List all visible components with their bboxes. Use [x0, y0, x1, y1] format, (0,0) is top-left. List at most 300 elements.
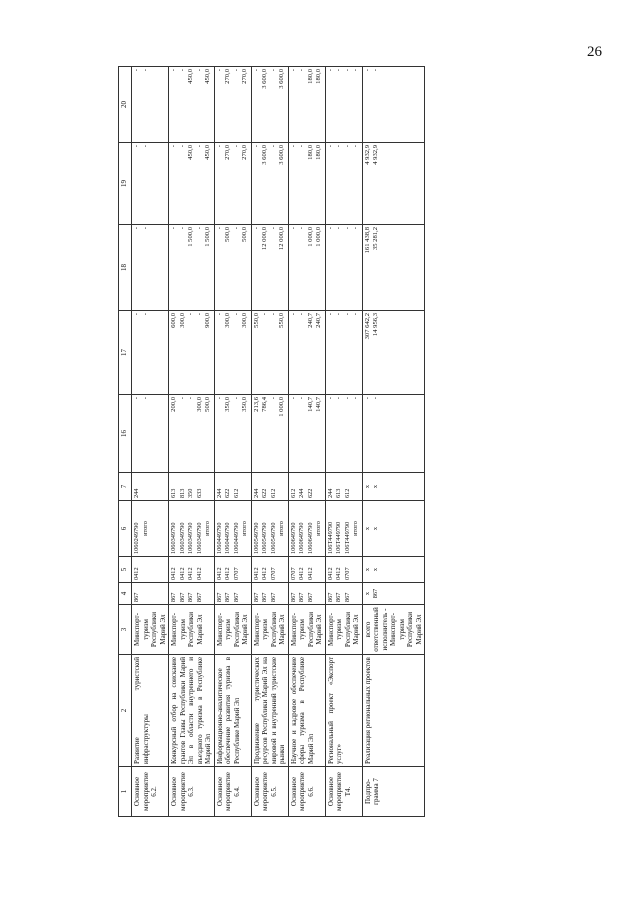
row-status: Основное мероприятие 6.5. — [251, 767, 288, 817]
cell-line: - — [141, 227, 149, 230]
cell-c4 — [169, 583, 215, 605]
cell-line: 1 500,0 — [204, 227, 211, 247]
cell-line: 450,0 — [204, 145, 211, 160]
cell-line: 3 600,0 — [261, 145, 268, 165]
cell-line: 350 — [187, 488, 194, 498]
cell-line: итого — [278, 521, 285, 536]
cell-line: - — [178, 69, 186, 72]
cell-line: 867 — [232, 592, 240, 602]
cell-c19 — [214, 143, 251, 225]
cell-line: итого — [241, 521, 248, 536]
cell-c16 — [132, 395, 169, 473]
cell-line: 1060549790 — [261, 522, 268, 554]
cell-line: - — [269, 313, 277, 316]
cell-c7 — [214, 473, 251, 501]
subprogram-cell-c7 — [362, 473, 425, 501]
cell-line: 867 — [261, 592, 268, 602]
cell-line: 500,0 — [241, 227, 248, 242]
cell-line: 1060549790 — [252, 522, 260, 554]
cell-c19 — [288, 143, 325, 225]
cell-line: 0412 — [335, 567, 342, 580]
cell-line: - — [326, 397, 334, 400]
cell-line — [142, 585, 150, 602]
cell-line: 1060349790 — [178, 522, 186, 554]
cell-line: 1 500,0 — [187, 227, 194, 247]
cell-line: - — [326, 227, 334, 230]
cell-line: 0412 — [187, 567, 194, 580]
row-name: Продвижение туристических ресурсов Республики Марий Эл на мировой и внутренний туристские рынки — [251, 655, 288, 767]
cell-line: 622 — [224, 488, 231, 498]
cell-line: 867 — [289, 592, 297, 602]
subprogram-name: Реализация региональных проектов — [362, 655, 425, 767]
cell-c20 — [288, 67, 325, 143]
subprogram-cell-c19 — [362, 143, 425, 225]
cell-line: - — [252, 145, 260, 148]
cell-line: - — [335, 227, 342, 230]
cell-line: - — [170, 227, 177, 230]
cell-c19 — [169, 143, 215, 225]
cell-line: - — [215, 227, 223, 230]
column-header: 4 — [119, 583, 132, 605]
cell-line: - — [343, 397, 351, 400]
cell-line: 867 — [298, 592, 305, 602]
cell-line: - — [187, 397, 194, 400]
cell-line: 613 — [170, 488, 177, 498]
cell-c5 — [288, 557, 325, 583]
cell-line: всего — [363, 621, 372, 638]
cell-line: 350,0 — [241, 397, 248, 412]
cell-line: 0412 — [261, 567, 268, 580]
cell-line: х — [363, 567, 371, 572]
cell-line: 1060449790 — [215, 522, 223, 554]
cell-line — [278, 475, 286, 498]
row-executor: Минспорт-туризм Республики Марий Эл — [132, 605, 169, 655]
cell-line: 4 932,9 — [363, 145, 371, 165]
row-name: Региональный проект «Экспорт услуг» — [325, 655, 362, 767]
cell-line: 244 — [326, 488, 334, 498]
cell-c4 — [251, 583, 288, 605]
row-executor: Минспорт-туризм Республики Марий Эл — [325, 605, 362, 655]
cell-line: 612 — [269, 488, 277, 498]
cell-line: - — [343, 69, 351, 72]
cell-line: 1060649790 — [298, 522, 305, 554]
cell-c7 — [132, 473, 169, 501]
cell-line: - — [195, 69, 203, 72]
cell-c18 — [132, 225, 169, 311]
cell-line: - — [289, 145, 297, 148]
subprogram-cell-c5 — [362, 557, 425, 583]
column-header: 7 — [119, 473, 132, 501]
cell-line: 12 000,0 — [261, 227, 268, 251]
row-status: Основное мероприятие 6.6. — [288, 767, 325, 817]
cell-line: - — [170, 69, 177, 72]
cell-line: - — [326, 145, 334, 148]
cell-line: 1 000,0 — [306, 227, 314, 247]
row-status: Основное мероприятие 6.2. — [132, 767, 169, 817]
table-row — [169, 67, 215, 817]
cell-line: 867 — [224, 592, 231, 602]
cell-line: 1060449790 — [224, 522, 231, 554]
cell-line: 180,0 — [306, 69, 314, 84]
cell-line: 300,0 — [195, 397, 203, 412]
row-status: Основное мероприятие 6.4. — [214, 767, 251, 817]
subprogram-cell-c17 — [362, 311, 425, 395]
cell-line: 867 — [326, 592, 334, 602]
cell-line: 1060349790 — [187, 522, 194, 554]
cell-line: 622 — [261, 488, 268, 498]
cell-line: 900,0 — [204, 313, 211, 328]
cell-line — [352, 559, 360, 580]
cell-line: 867 — [170, 592, 177, 602]
cell-line: - — [289, 397, 297, 400]
cell-line: 867 — [252, 592, 260, 602]
cell-line: 500,0 — [204, 397, 211, 412]
cell-line: 0412 — [306, 567, 314, 580]
cell-c16 — [169, 395, 215, 473]
cell-line: 0412 — [178, 567, 186, 580]
cell-line: 633 — [195, 488, 203, 498]
cell-line — [241, 585, 249, 602]
cell-line: 867 — [335, 592, 342, 602]
responsible-executor: ответственный исполнитель - Минспорт-туризм Республики Марий Эл — [372, 607, 423, 652]
cell-line: - — [326, 69, 334, 72]
cell-line: 600,0 — [170, 313, 177, 328]
cell-line: - — [232, 145, 240, 148]
cell-line: - — [269, 397, 277, 400]
cell-line: 270,0 — [224, 69, 231, 84]
cell-line: 270,0 — [241, 145, 248, 160]
cell-c6 — [214, 501, 251, 557]
cell-line: - — [178, 145, 186, 148]
cell-line: 244 — [298, 488, 305, 498]
cell-line: - — [187, 313, 194, 316]
cell-line: - — [195, 227, 203, 230]
cell-line — [241, 475, 249, 498]
cell-line: 200,0 — [170, 397, 177, 412]
cell-line — [315, 585, 323, 602]
cell-line: - — [352, 227, 359, 230]
cell-line: 867 — [178, 592, 186, 602]
cell-line: 612 — [232, 488, 240, 498]
cell-c4 — [325, 583, 362, 605]
row-executor: Минспорт-туризм Республики Марий Эл — [214, 605, 251, 655]
cell-line: - — [141, 313, 149, 316]
cell-line: - — [298, 145, 305, 148]
cell-c4 — [214, 583, 251, 605]
cell-line: - — [326, 313, 334, 316]
cell-line: - — [372, 397, 379, 400]
cell-line: - — [363, 69, 371, 72]
row-name: Развитие туристской инфраструктуры — [132, 655, 169, 767]
cell-line: 14 956,3 — [372, 313, 379, 337]
cell-line: - — [298, 227, 305, 230]
table-row — [132, 67, 169, 817]
cell-c7 — [325, 473, 362, 501]
cell-line: - — [372, 69, 379, 72]
cell-line: 867 — [343, 592, 351, 602]
column-header: 18 — [119, 225, 132, 311]
cell-line: 500,0 — [224, 227, 231, 242]
column-header: 1 — [119, 767, 132, 817]
cell-line: - — [352, 69, 359, 72]
cell-line: 35 281,2 — [372, 227, 379, 251]
cell-line: - — [133, 397, 140, 400]
cell-line: 244 — [133, 488, 140, 498]
cell-line: - — [335, 145, 342, 148]
table-row — [214, 67, 251, 817]
cell-line — [315, 475, 323, 498]
row-name: Конкурсный отбор на соискание грантов Главы Республики Марий Эл в области внутреннего и въездного туризма в Республике Марий Эл — [169, 655, 215, 767]
cell-line: 813 — [178, 488, 186, 498]
cell-c18 — [288, 225, 325, 311]
cell-line: 1060249790 — [133, 522, 140, 554]
cell-line: 270,0 — [241, 69, 248, 84]
cell-c18 — [214, 225, 251, 311]
row-name: Информационно-аналитическое обеспечение развития туризма в Республике Марий Эл — [214, 655, 251, 767]
cell-line: 1060649790 — [289, 522, 297, 554]
cell-line: 12 000,0 — [278, 227, 285, 251]
cell-line: 106T449790 — [343, 521, 351, 554]
cell-c5 — [132, 557, 169, 583]
cell-line: - — [170, 145, 177, 148]
cell-line: - — [269, 227, 277, 230]
page-number: 26 — [587, 44, 602, 60]
cell-line: - — [269, 69, 277, 72]
cell-line: х — [372, 526, 379, 531]
subprogram-cell-c4 — [362, 583, 425, 605]
cell-line: - — [133, 313, 140, 316]
cell-line: - — [232, 227, 240, 230]
cell-c20 — [169, 67, 215, 143]
cell-line: - — [252, 227, 260, 230]
cell-line: - — [335, 69, 342, 72]
cell-line: 0412 — [252, 567, 260, 580]
cell-line: - — [289, 313, 297, 316]
cell-line: - — [343, 227, 351, 230]
cell-line: 1 000,0 — [315, 227, 322, 247]
cell-c19 — [132, 143, 169, 225]
cell-line — [278, 585, 286, 602]
cell-line: - — [178, 397, 186, 400]
cell-line: - — [363, 397, 371, 400]
row-name: Научное и кадровое обеспечение сферы туризма в Республике Марий Эл — [288, 655, 325, 767]
cell-line: - — [261, 313, 268, 316]
cell-line: - — [195, 313, 203, 316]
cell-c6 — [132, 501, 169, 557]
cell-c16 — [325, 395, 362, 473]
cell-line: 180,0 — [315, 145, 322, 160]
cell-c20 — [325, 67, 362, 143]
row-status: Основное мероприятие 6.3. — [169, 767, 215, 817]
cell-line: - — [195, 145, 203, 148]
cell-c16 — [214, 395, 251, 473]
cell-line: - — [269, 145, 277, 148]
cell-line: итого — [141, 521, 149, 536]
cell-line: 867 — [215, 592, 223, 602]
cell-line: - — [298, 69, 305, 72]
cell-c5 — [169, 557, 215, 583]
row-executor: Минспорт-туризм Республики Марий Эл — [169, 605, 215, 655]
cell-c5 — [214, 557, 251, 583]
cell-line: итого — [315, 521, 322, 536]
cell-line: 140,7 — [315, 397, 322, 412]
cell-line: 612 — [343, 488, 351, 498]
cell-line: 1060549790 — [269, 522, 277, 554]
cell-line — [204, 475, 212, 498]
cell-line: итого — [204, 521, 211, 536]
cell-line: 786,4 — [261, 397, 268, 412]
column-header: 17 — [119, 311, 132, 395]
cell-c7 — [169, 473, 215, 501]
cell-line: - — [343, 313, 351, 316]
cell-line: 867 — [372, 588, 379, 599]
cell-line: - — [289, 69, 297, 72]
subprogram-executor — [362, 605, 425, 655]
cell-line: - — [252, 69, 260, 72]
rotated-table-container — [118, 67, 518, 817]
cell-c20 — [214, 67, 251, 143]
subprogram-cell-c20 — [362, 67, 425, 143]
cell-line: 867 — [306, 592, 314, 602]
column-header: 16 — [119, 395, 132, 473]
cell-line: 3 600,0 — [278, 69, 285, 89]
cell-line: - — [335, 397, 342, 400]
column-header: 2 — [119, 655, 132, 767]
cell-c18 — [251, 225, 288, 311]
cell-c18 — [325, 225, 362, 311]
cell-c6 — [325, 501, 362, 557]
cell-c4 — [288, 583, 325, 605]
table-row — [288, 67, 325, 817]
cell-line: 180,0 — [315, 69, 322, 84]
cell-line: 300,0 — [224, 313, 231, 328]
cell-c6 — [288, 501, 325, 557]
cell-line: 0412 — [224, 567, 231, 580]
column-header: 3 — [119, 605, 132, 655]
cell-line: 550,0 — [278, 313, 285, 328]
table-body — [132, 67, 425, 817]
cell-c18 — [169, 225, 215, 311]
cell-line: х — [363, 526, 371, 531]
cell-line: 1060349790 — [170, 522, 177, 554]
cell-line: - — [232, 313, 240, 316]
cell-line: 3 600,0 — [261, 69, 268, 89]
cell-line: - — [352, 397, 359, 400]
cell-c6 — [169, 501, 215, 557]
cell-line: 0707 — [269, 567, 277, 580]
subprogram-cell-c16 — [362, 395, 425, 473]
cell-line: 0412 — [326, 567, 334, 580]
cell-c17 — [251, 311, 288, 395]
cell-line: - — [232, 397, 240, 400]
cell-line — [352, 585, 360, 602]
cell-line: 622 — [306, 488, 314, 498]
cell-line: - — [335, 313, 342, 316]
column-header: 6 — [119, 501, 132, 557]
cell-line: 0412 — [215, 567, 223, 580]
cell-line — [278, 559, 286, 580]
cell-line: - — [215, 313, 223, 316]
cell-line: 106T449790 — [335, 521, 342, 554]
cell-line: - — [133, 145, 140, 148]
cell-c6 — [251, 501, 288, 557]
cell-line: - — [215, 397, 223, 400]
row-executor: Минспорт-туризм Республики Марий Эл — [288, 605, 325, 655]
subprogram-cell-c6 — [362, 501, 425, 557]
budget-table — [118, 66, 425, 817]
cell-line: х — [363, 591, 371, 596]
cell-line: 300,0 — [241, 313, 248, 328]
cell-c17 — [169, 311, 215, 395]
header-row — [119, 67, 132, 817]
cell-line: - — [352, 313, 359, 316]
cell-line: 1060449790 — [232, 522, 240, 554]
cell-line: х — [372, 484, 379, 489]
cell-line: 0412 — [133, 567, 140, 580]
cell-line: - — [352, 145, 359, 148]
cell-line: - — [141, 145, 149, 148]
cell-line — [315, 559, 323, 580]
cell-line: - — [133, 227, 140, 230]
cell-line: 300,0 — [178, 313, 186, 328]
cell-line: 1 000,0 — [278, 397, 285, 417]
cell-c16 — [251, 395, 288, 473]
cell-c19 — [251, 143, 288, 225]
cell-line: - — [343, 145, 351, 148]
cell-line: х — [363, 484, 371, 489]
cell-line: - — [298, 397, 305, 400]
cell-line: 106T449790 — [326, 521, 334, 554]
cell-line: итого — [352, 521, 359, 536]
cell-c7 — [251, 473, 288, 501]
cell-line: 867 — [269, 592, 277, 602]
cell-line: х — [372, 567, 379, 572]
cell-c5 — [251, 557, 288, 583]
cell-line: 161 438,8 — [363, 227, 371, 254]
cell-c20 — [132, 67, 169, 143]
cell-line: 450,0 — [187, 145, 194, 160]
cell-line: 244 — [215, 488, 223, 498]
column-header: 19 — [119, 143, 132, 225]
cell-line — [241, 559, 249, 580]
cell-c19 — [325, 143, 362, 225]
cell-line: - — [215, 69, 223, 72]
cell-line: 240,7 — [306, 313, 314, 328]
cell-line: 270,0 — [224, 145, 231, 160]
cell-line: 1060349790 — [195, 522, 203, 554]
cell-line: - — [298, 313, 305, 316]
row-executor: Минспорт-туризм Республики Марий Эл — [251, 605, 288, 655]
cell-line: - — [141, 397, 149, 400]
cell-line: 0707 — [289, 567, 297, 580]
cell-c17 — [288, 311, 325, 395]
cell-c4 — [132, 583, 169, 605]
cell-line: 0412 — [298, 567, 305, 580]
column-header: 5 — [119, 557, 132, 583]
cell-line: 0412 — [170, 567, 177, 580]
cell-c17 — [214, 311, 251, 395]
cell-line: - — [133, 69, 140, 72]
cell-c17 — [132, 311, 169, 395]
column-header: 20 — [119, 67, 132, 143]
cell-line: 867 — [133, 592, 140, 602]
cell-line: - — [232, 69, 240, 72]
cell-line: 867 — [195, 592, 203, 602]
cell-line — [204, 559, 212, 580]
subprogram-row — [362, 67, 425, 817]
cell-line — [142, 559, 150, 580]
cell-c5 — [325, 557, 362, 583]
